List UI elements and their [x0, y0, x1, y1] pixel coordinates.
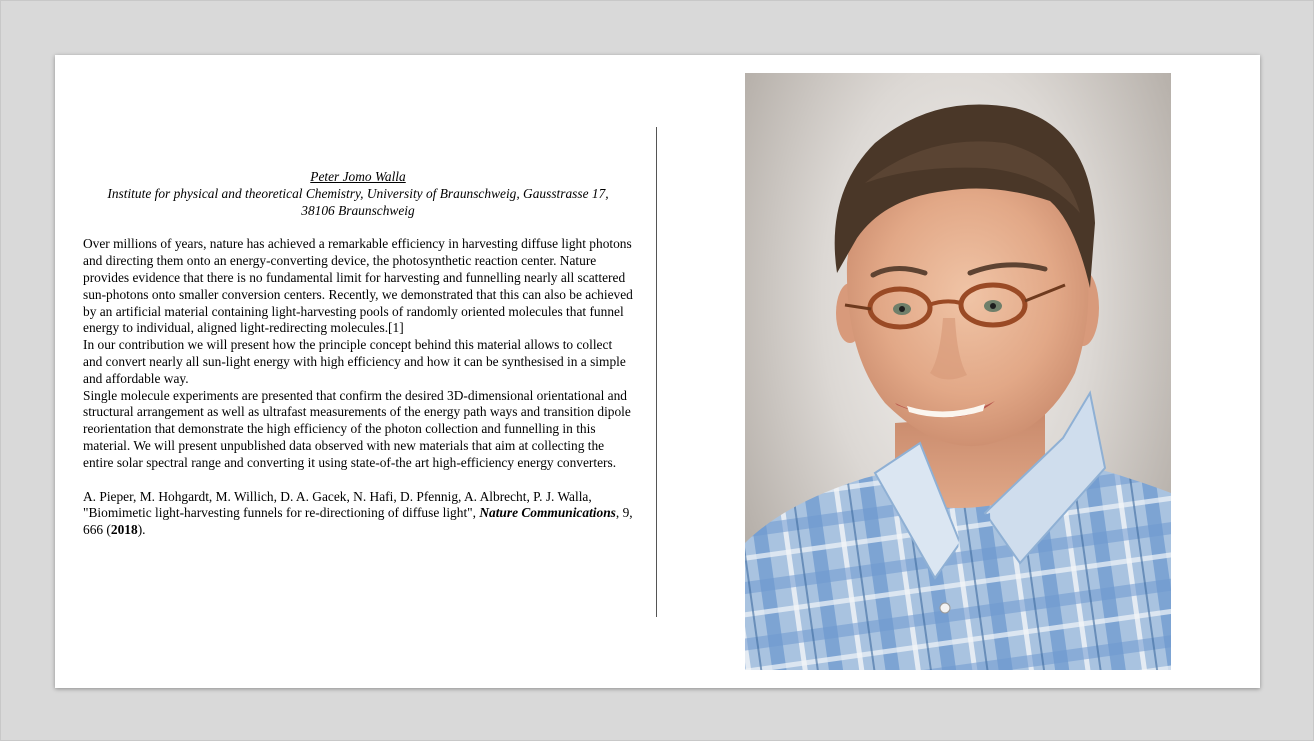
reference-journal: Nature Communications: [479, 505, 616, 521]
reference-year: 2018: [110, 522, 138, 538]
reference-entry: [83, 489, 633, 539]
document-page: [55, 55, 1260, 688]
column-divider: [656, 127, 657, 617]
abstract-text-column: [83, 169, 633, 539]
author-block: [83, 169, 633, 219]
reference-volume-pages: , 9, 666 (: [83, 505, 633, 538]
abstract-paragraph-1: Over millions of years, nature has achieved a remarkable efficiency in harvesting diffuse light photons and directing them onto an energy-converting device, the photosynthetic reaction center. Nature provides evidence that there is no fundamental limit for harvesting and funnelling nearly all scattered sun-photons onto smaller conversion centers. Recently, we demonstrated that this can also be achieved by an artificial material containing light-harvesting pools of randomly oriented molecules that funnel energy to individual, aligned light-redirecting molecules.[1]: [83, 236, 633, 336]
abstract-paragraph-3: Single molecule experiments are presented that confirm the desired 3D-dimensional orientational and structural arrangement as well as ultrafast measurements of the energy path ways and transition dipole reorientation that demonstrate the high efficiency of the photon collection and funnelling in this material. We will present unpublished data observed with new materials that aim at collecting the entire solar spectral range and converting it using state-of-the art high-efficiency energy converters.: [83, 387, 631, 470]
author-affiliation-line1: Institute for physical and theoretical Chemistry, University of Braunschweig, Gausstrasse 17,: [107, 185, 609, 201]
reference-authors-title: A. Pieper, M. Hohgardt, M. Willich, D. A. Gacek, N. Hafi, D. Pfennig, A. Albrecht, P. J. Walla, "Biomimetic light-harvesting funnels for re-directioning of diffuse light",: [83, 488, 592, 521]
author-name: Peter Jomo Walla: [310, 169, 406, 184]
abstract-paragraph-2: In our contribution we will present how the principle concept behind this material allows to collect and convert nearly all sun-light energy with high efficiency and how it can be synthesised in a simple and affordable way.: [83, 337, 626, 386]
author-portrait-photo: [745, 73, 1171, 670]
author-affiliation-line2: 38106 Braunschweig: [301, 202, 415, 218]
reference-end: ).: [137, 522, 146, 538]
